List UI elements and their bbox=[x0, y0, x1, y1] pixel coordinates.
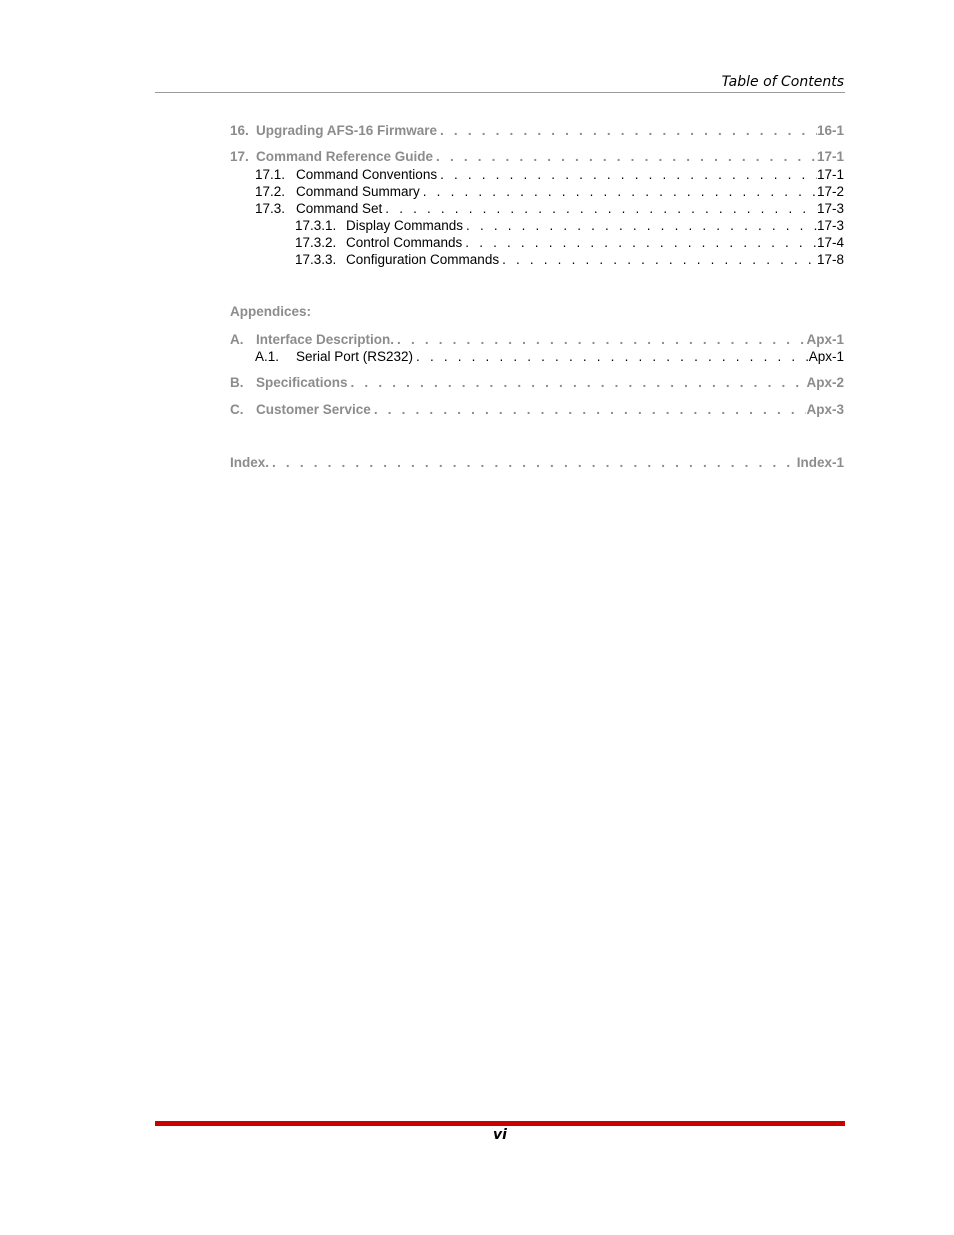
appendices-heading: Appendices: bbox=[230, 304, 312, 319]
toc-entry-title: Command Conventions bbox=[296, 167, 438, 182]
dot-leader bbox=[371, 401, 807, 418]
toc-entry-number: 17.3.1. bbox=[295, 218, 337, 233]
toc-entry-number: B. bbox=[230, 375, 244, 390]
toc-entry-appendix-c[interactable] bbox=[230, 401, 844, 418]
dot-leader bbox=[382, 200, 817, 217]
toc-entry-page: 17-1 bbox=[816, 149, 844, 164]
toc-entry-17-3-1[interactable] bbox=[295, 217, 844, 234]
toc-entry-page: 17-3 bbox=[816, 218, 844, 233]
toc-entry-title: Control Commands bbox=[346, 235, 463, 250]
dot-leader bbox=[437, 166, 817, 183]
running-header-title: Table of Contents bbox=[721, 74, 844, 90]
toc-entry-page: 17-2 bbox=[816, 184, 844, 199]
toc-entry-title: Command Set bbox=[296, 201, 383, 216]
dot-leader bbox=[420, 183, 817, 200]
dot-leader bbox=[463, 217, 817, 234]
toc-entry-page: 17-3 bbox=[816, 201, 844, 216]
toc-entry-number: 17.3.2. bbox=[295, 235, 337, 250]
toc-entry-page: Apx-1 bbox=[808, 349, 844, 364]
toc-entry-page: 17-4 bbox=[816, 235, 844, 250]
toc-entry-17-3[interactable] bbox=[255, 200, 844, 217]
toc-entry-number: A.1. bbox=[255, 349, 280, 364]
toc-entry-page: Index-1 bbox=[796, 455, 844, 470]
toc-entry-appendix-b[interactable] bbox=[230, 374, 844, 391]
toc-entry-page: 16-1 bbox=[816, 123, 844, 138]
toc-entry-17-2[interactable] bbox=[255, 183, 844, 200]
toc-entry-title: Interface Description. bbox=[256, 332, 395, 347]
page-number: vi bbox=[493, 1127, 507, 1143]
toc-entry-index[interactable] bbox=[230, 454, 844, 471]
toc-entry-17-3-2[interactable] bbox=[295, 234, 844, 251]
toc-entry-chapter-17[interactable] bbox=[230, 148, 844, 165]
toc-entry-page: Apx-2 bbox=[806, 375, 844, 390]
toc-entry-page: Apx-3 bbox=[806, 402, 844, 417]
toc-entry-number: 17.3. bbox=[255, 201, 286, 216]
dot-leader bbox=[499, 251, 817, 268]
dot-leader bbox=[462, 234, 817, 251]
toc-entry-number: 17. bbox=[230, 149, 249, 164]
toc-entry-appendix-a[interactable] bbox=[230, 331, 844, 348]
toc-entry-number: A. bbox=[230, 332, 244, 347]
toc-entry-title: Serial Port (RS232) bbox=[296, 349, 414, 364]
toc-entry-number: 17.1. bbox=[255, 167, 286, 182]
dot-leader bbox=[437, 122, 817, 139]
toc-entry-page: Apx-1 bbox=[806, 332, 844, 347]
toc-entry-chapter-16[interactable] bbox=[230, 122, 844, 139]
toc-entry-a-1[interactable] bbox=[255, 348, 844, 365]
toc-entry-17-3-3[interactable] bbox=[295, 251, 844, 268]
dot-leader bbox=[394, 331, 806, 348]
toc-entry-title: Index. bbox=[230, 455, 270, 470]
dot-leader bbox=[433, 148, 817, 165]
footer-accent-rule bbox=[155, 1121, 845, 1126]
toc-entry-17-1[interactable] bbox=[255, 166, 844, 183]
header-divider bbox=[155, 92, 845, 93]
dot-leader bbox=[348, 374, 807, 391]
toc-entry-title: Configuration Commands bbox=[346, 252, 500, 267]
toc-entry-page: 17-8 bbox=[816, 252, 844, 267]
toc-entry-page: 17-1 bbox=[816, 167, 844, 182]
toc-entry-title: Command Reference Guide bbox=[256, 149, 434, 164]
toc-entry-number: C. bbox=[230, 402, 244, 417]
toc-entry-number: 17.3.3. bbox=[295, 252, 337, 267]
toc-entry-number: 17.2. bbox=[255, 184, 286, 199]
dot-leader bbox=[269, 454, 797, 471]
toc-entry-title: Upgrading AFS-16 Firmware bbox=[256, 123, 438, 138]
dot-leader bbox=[413, 348, 809, 365]
toc-entry-title: Specifications bbox=[256, 375, 348, 390]
toc-entry-title: Display Commands bbox=[346, 218, 464, 233]
toc-entry-title: Command Summary bbox=[296, 184, 420, 199]
toc-entry-number: 16. bbox=[230, 123, 249, 138]
toc-entry-title: Customer Service bbox=[256, 402, 371, 417]
